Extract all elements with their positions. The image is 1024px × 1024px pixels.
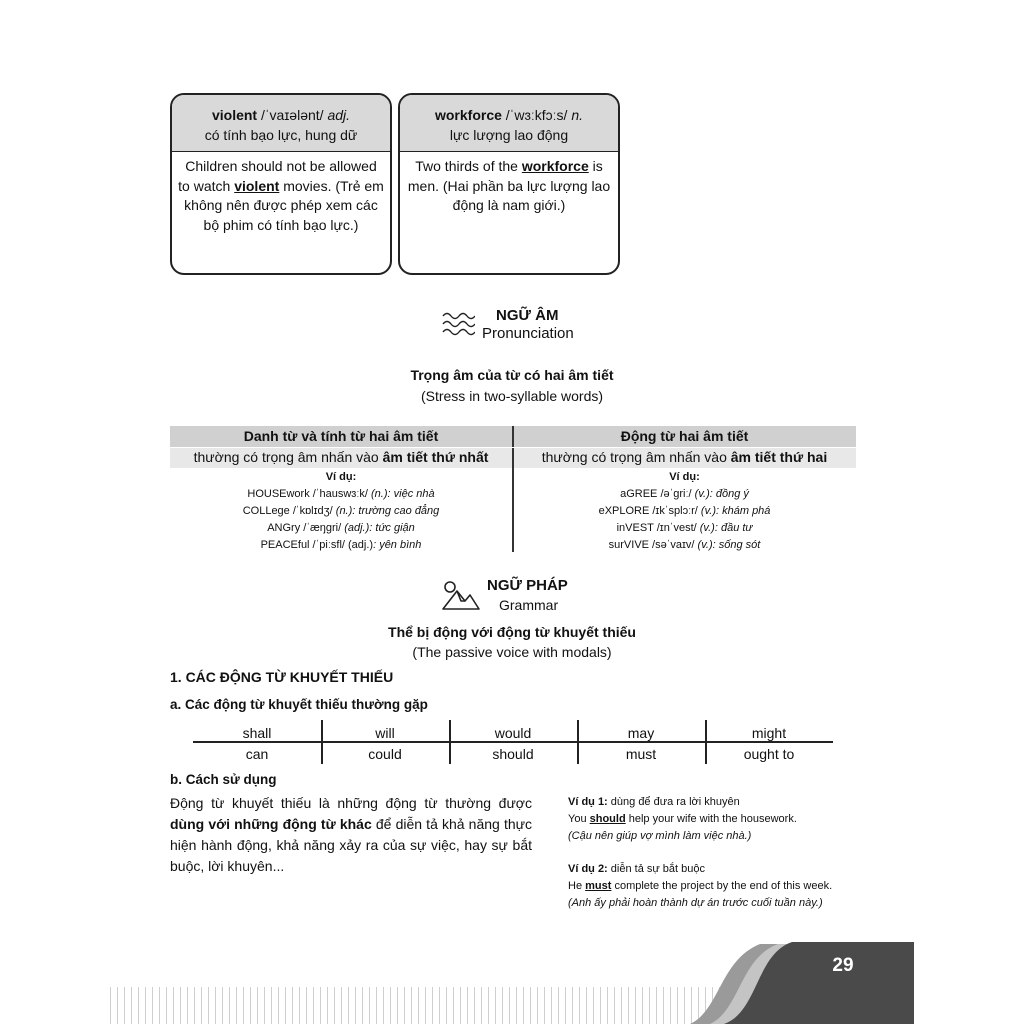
example-meaning: : đồng ý (709, 488, 749, 500)
modals-table (193, 720, 833, 764)
example-word: PEACEful /ˈpiːsfl/ (260, 539, 349, 551)
example-label: Ví dụ: (325, 471, 357, 483)
example-line (170, 520, 512, 537)
vocab-example (400, 152, 618, 216)
modal-verb: should (492, 746, 534, 762)
vocab-example (172, 152, 390, 235)
stress-left-rule (170, 447, 512, 468)
example-meaning: : sống sót (712, 539, 761, 551)
pronunciation-subtitle: Pronunciation (482, 325, 574, 342)
stress-right-rule (513, 447, 856, 468)
page-corner-decoration (680, 940, 914, 1024)
example-2-vi: (Anh ấy phải hoàn thành dự án trước cuối tuần này.) (568, 897, 823, 909)
example-word: ANGry /ˈæŋɡri/ (267, 522, 345, 534)
example-text: You (568, 813, 590, 825)
example-2-en (568, 878, 868, 895)
example-line (513, 537, 856, 554)
example-word: aGREE /əˈɡriː/ (620, 488, 695, 500)
example-text: movies. (Trẻ em không nên được phép xem các bộ phim có tính bạo lực.) (184, 177, 384, 233)
vocab-meaning: có tính bạo lực, hung dữ (204, 127, 358, 143)
modal-verb: ought to (743, 746, 795, 762)
section-b-heading: b. Cách sử dụng (170, 772, 277, 787)
modal-verb: must (625, 746, 657, 762)
example-pos: (v.) (700, 505, 716, 517)
example-word: surVIVE /səˈvaɪv/ (608, 539, 698, 551)
vocab-card-workforce (398, 93, 620, 275)
example-word: eXPLORE /ɪkˈsplɔːr/ (598, 505, 701, 517)
example-text: complete the project by the end of this week. (611, 880, 833, 892)
rule-emphasis: âm tiết thứ nhất (382, 449, 489, 465)
modal-verb: might (751, 725, 787, 741)
example-text: He (568, 880, 586, 892)
stress-left-examples (170, 469, 512, 554)
usage-text: Động từ khuyết thiếu là những động từ thường được (170, 795, 532, 811)
vocab-pos: n. (571, 107, 584, 123)
example-meaning: : khám phá (716, 505, 771, 517)
vocab-word: violent (211, 107, 258, 123)
sound-wave-icon (441, 310, 475, 338)
example-desc: dùng để đưa ra lời khuyên (607, 796, 740, 808)
example-line (170, 537, 512, 554)
grammar-heading-en: (The passive voice with modals) (412, 644, 612, 660)
modal-verb: may (627, 725, 655, 741)
example-keyword: workforce (521, 158, 589, 174)
vocab-pos: adj. (327, 107, 351, 123)
modal-verb: could (368, 746, 402, 762)
example-label: Ví dụ: (669, 471, 700, 483)
example-pos: (v.) (694, 488, 710, 500)
example-1-vi: (Cậu nên giúp vợ mình làm việc nhà.) (568, 830, 752, 842)
example-word: HOUSEwork /ˈhauswɜːk/ (247, 488, 372, 500)
example-pos: (adj.) (348, 539, 374, 551)
stress-right-header: Động từ hai âm tiết (620, 428, 749, 444)
example-meaning: : việc nhà (387, 488, 435, 500)
example-keyword: should (589, 813, 626, 825)
grammar-title: NGỮ PHÁP (487, 577, 568, 594)
vocab-card-header (400, 95, 618, 152)
example-line (513, 520, 856, 537)
modal-verb: would (494, 725, 532, 741)
example-meaning: : trường cao đẳng (352, 505, 440, 517)
example-1-en (568, 811, 858, 828)
grammar-heading: Thể bị động với động từ khuyết thiếu (388, 624, 636, 640)
example-pos: (adj.) (344, 522, 370, 534)
rule-text: thường có trọng âm nhấn vào (541, 449, 731, 465)
example-2 (568, 861, 868, 912)
modals-row-divider (193, 741, 833, 743)
example-pos: (n.) (371, 488, 388, 500)
usage-emphasis: dùng với những động từ khác (170, 816, 372, 832)
example-1 (568, 794, 858, 845)
vocab-phonetic: /ˈvaɪələnt/ (257, 107, 328, 123)
modal-verb: will (375, 725, 395, 741)
example-word: inVEST /ɪnˈvest/ (616, 522, 700, 534)
modal-verb: can (245, 746, 269, 762)
example-word: COLLege /ˈkɒlɪdʒ/ (242, 505, 336, 517)
example-1-desc (568, 794, 858, 811)
stress-left-header: Danh từ và tính từ hai âm tiết (243, 428, 439, 444)
rule-text: thường có trọng âm nhấn vào (193, 449, 383, 465)
stress-right-examples (513, 469, 856, 554)
usage-text: để diễn tả khả năng thực hiện hành động, khả năng xảy ra của sự việc, hay sự bắt buộc, lời khuyên... (170, 816, 533, 874)
pronunciation-title: NGỮ ÂM (496, 307, 559, 324)
mountain-picture-icon (441, 579, 481, 611)
section-1-heading: 1. CÁC ĐỘNG TỪ KHUYẾT THIẾU (170, 669, 394, 685)
example-text: is men. (Hai phần ba lực lượng lao động là nam giới.) (407, 158, 611, 213)
vocab-phonetic: /ˈwɜːkfɔːs/ (501, 107, 572, 123)
usage-paragraph (170, 793, 532, 877)
example-keyword: must (585, 880, 612, 892)
example-text: Children should not be allowed to watch (178, 158, 377, 194)
footer-ruler (110, 987, 730, 1024)
example-pos: (v.) (699, 522, 715, 534)
pronunciation-heading: Trọng âm của từ có hai âm tiết (410, 367, 614, 383)
example-text: Two thirds of the (415, 158, 522, 174)
page-number: 29 (832, 955, 854, 976)
vocab-meaning: lực lượng lao động (449, 127, 569, 143)
example-desc: diễn tả sự bắt buộc (607, 863, 705, 875)
rule-emphasis: âm tiết thứ hai (730, 449, 828, 465)
example-2-desc (568, 861, 868, 878)
grammar-subtitle: Grammar (499, 597, 559, 613)
example-pos: (v.) (697, 539, 713, 551)
example-meaning: : đầu tư (714, 522, 753, 534)
pronunciation-heading-en: (Stress in two-syllable words) (420, 388, 604, 404)
example-label: Ví dụ 1: (568, 796, 608, 808)
example-meaning: : tức giận (369, 522, 415, 534)
example-line (170, 486, 512, 503)
example-line (513, 486, 856, 503)
example-text: help your wife with the housework. (625, 813, 797, 825)
example-label: Ví dụ 2: (568, 863, 608, 875)
modal-verb: shall (242, 725, 272, 741)
example-line (170, 503, 512, 520)
vocab-card-violent (170, 93, 392, 275)
section-a-heading: a. Các động từ khuyết thiếu thường gặp (170, 697, 428, 712)
example-meaning: : yên bình (373, 539, 422, 551)
example-line (513, 503, 856, 520)
vocab-word: workforce (434, 107, 502, 123)
example-pos: (n.) (335, 505, 353, 517)
example-keyword: violent (234, 177, 280, 194)
vocab-card-header (172, 95, 390, 152)
